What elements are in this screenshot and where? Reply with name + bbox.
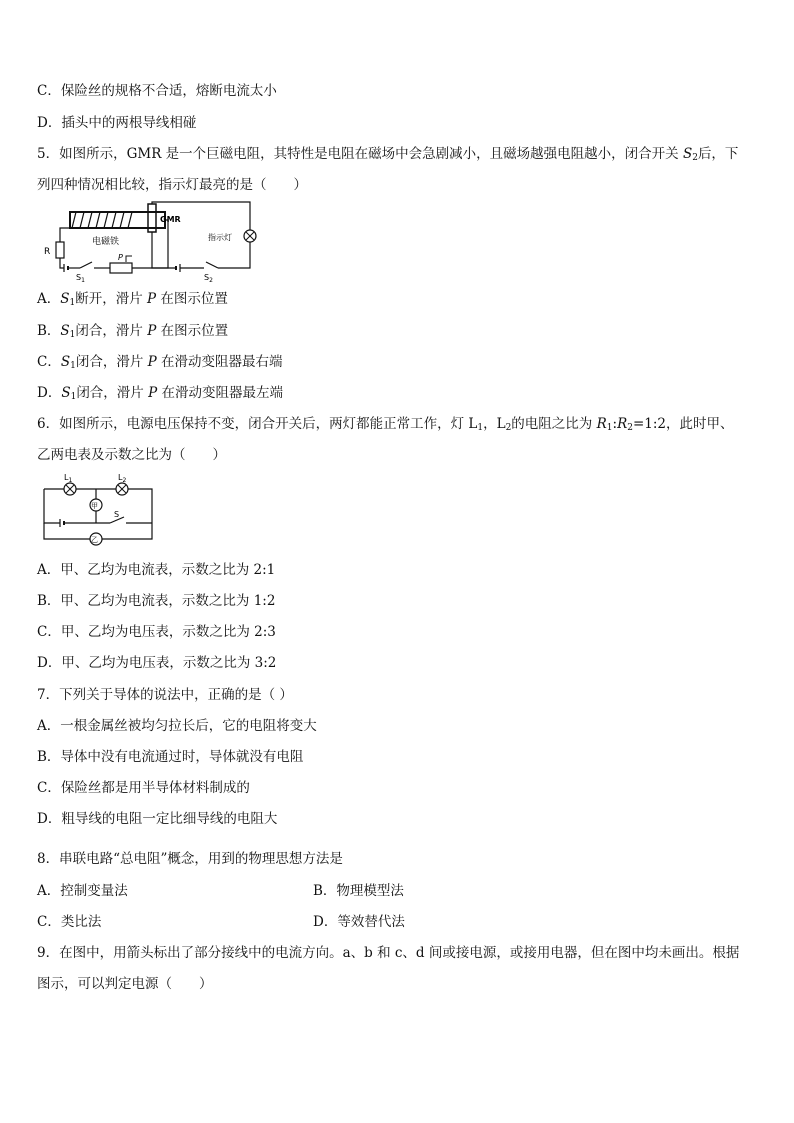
gmr-label: GMR [160, 215, 181, 224]
yi-meter-label: 乙 [91, 536, 98, 544]
q8-option-d: D．等效替代法 [313, 914, 405, 930]
s2-label: $S_2$ [204, 273, 213, 284]
q9-stem-line2: 图示，可以判定电源（ ） [37, 976, 213, 992]
q7-option-a: A．一根金属丝被均匀拉长后，它的电阻将变大 [37, 718, 317, 734]
s-label: S [114, 510, 120, 519]
q7-option-c: C．保险丝都是用半导体材料制成的 [37, 780, 250, 796]
s1-label: $S_1$ [76, 273, 85, 284]
q5-stem-line2: 列四种情况相比较，指示灯最亮的是（ ） [37, 177, 307, 193]
q4-option-d: D．插头中的两根导线相碰 [37, 115, 197, 131]
p-label: P [118, 253, 123, 262]
q6-stem-line2: 乙两电表及示数之比为（ ） [37, 447, 226, 463]
q6-option-d: D．甲、乙均为电压表，示数之比为 3:2 [37, 655, 277, 671]
q6-option-b: B．甲、乙均为电流表，示数之比为 1:2 [37, 593, 276, 609]
q5-option-d: D．$S_1$闭合，滑片 P 在滑动变阻器最左端 [37, 385, 283, 402]
q5-option-b: B．$S_1$闭合，滑片 P 在图示位置 [37, 323, 229, 340]
lamp-label: 指示灯 [208, 233, 232, 242]
q5-stem-line1: 5．如图所示，GMR 是一个巨磁电阻，其特性是电阻在磁场中会急剧减小，且磁场越强电阻越小，闭合开关 $S_2$后，下 [37, 146, 739, 163]
q8-option-c: C．类比法 [37, 914, 102, 930]
q7-option-b: B．导体中没有电流通过时，导体就没有电阻 [37, 749, 304, 765]
q8-option-b: B．物理模型法 [313, 883, 404, 899]
q6-stem-line1: 6．如图所示，电源电压保持不变，闭合开关后，两灯都能正常工作，灯 $L_1$，$L_2$的电阻之比为 $R_1:R_2=1:2$，此时甲、 [37, 416, 734, 433]
q6-circuit-diagram [40, 473, 160, 553]
q5-circuit-diagram [40, 202, 270, 284]
q7-option-d: D．粗导线的电阻一定比细导线的电阻大 [37, 811, 278, 827]
l2-label: $L_2$ [118, 473, 127, 484]
q6-option-c: C．甲、乙均为电压表，示数之比为 2:3 [37, 624, 276, 640]
q8-option-a: A．控制变量法 [37, 883, 128, 899]
q9-stem-line1: 9．在图中，用箭头标出了部分接线中的电流方向。a、b 和 c、d 间或接电源，或接用电器，但在图中均未画出。根据 [37, 945, 740, 961]
q6-option-a: A．甲、乙均为电流表，示数之比为 2:1 [37, 562, 276, 578]
l1-label: $L_1$ [64, 473, 73, 484]
electromagnet-label: 电磁铁 [92, 237, 120, 247]
q4-option-c: C．保险丝的规格不合适，熔断电流太小 [37, 83, 277, 99]
q5-option-a: A．$S_1$断开，滑片 P 在图示位置 [37, 291, 228, 308]
r-label: R [44, 247, 51, 257]
jia-meter-label: 甲 [91, 502, 98, 510]
q5-option-c: C．$S_1$闭合，滑片 P 在滑动变阻器最右端 [37, 354, 283, 371]
q7-stem: 7．下列关于导体的说法中，正确的是（ ） [37, 687, 293, 703]
q8-stem: 8．串联电路“总电阻”概念，用到的物理思想方法是 [37, 851, 343, 867]
